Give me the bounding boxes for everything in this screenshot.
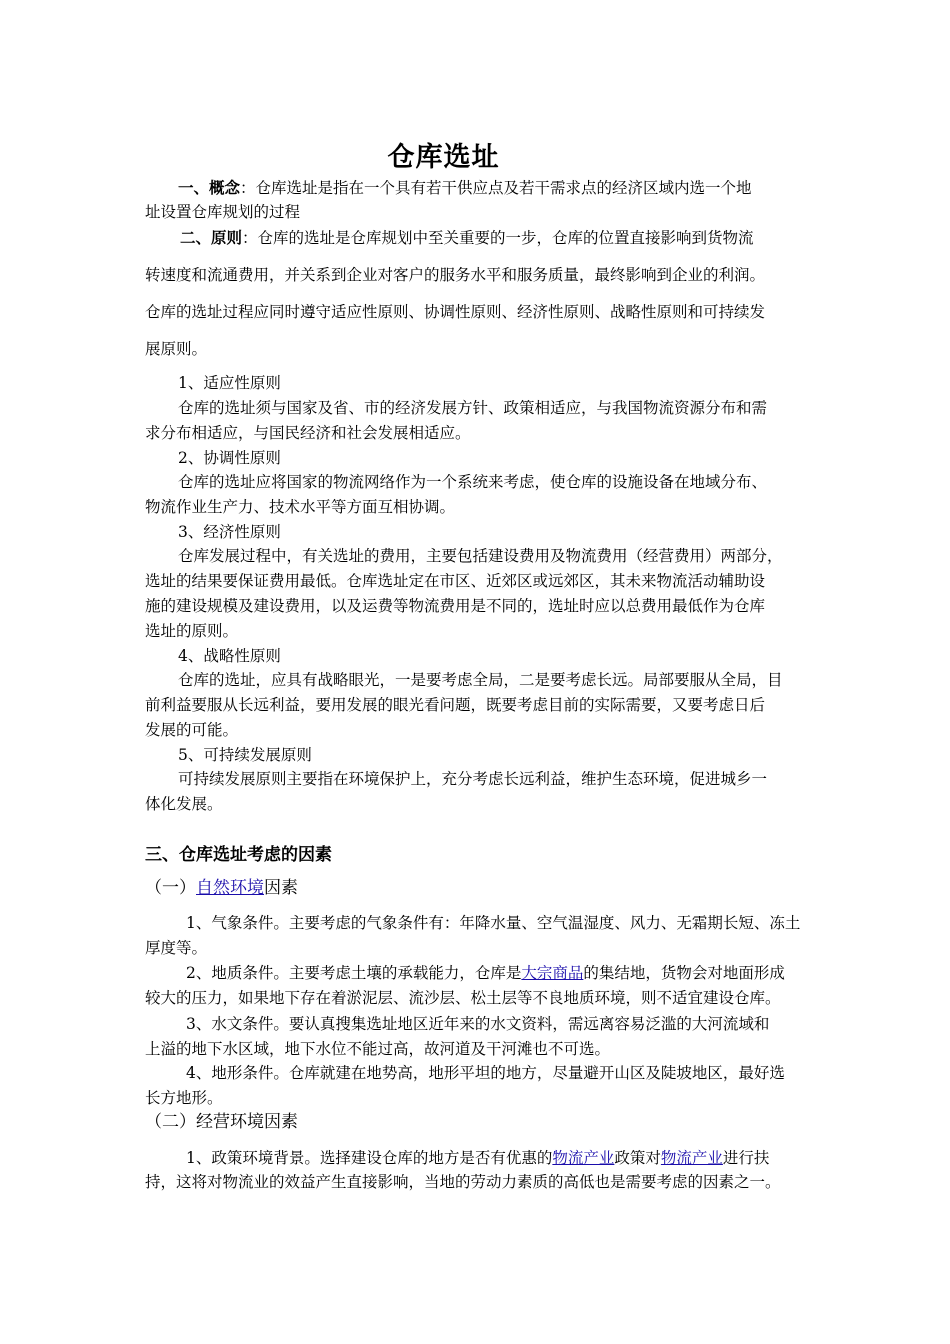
principle-line-1 [180, 228, 754, 248]
strat-line-3: 发展的可能。 [145, 721, 239, 739]
terrain-line-1: 4、地形条件。仓库就建在地势高，地形平坦的地方，尽量避开山区及陡坡地区，最好选 [186, 1064, 785, 1082]
econ-line-2: 选址的结果要保证费用最低。仓库选址定在市区、近郊区或远郊区，其未来物流活动辅助设 [145, 572, 766, 590]
principle-line-3: 仓库的选址过程应同时遵守适应性原则、协调性原则、经济性原则、战略性原则和可持续发 [145, 303, 766, 321]
econ-heading: 3、经济性原则 [178, 523, 281, 541]
document-title: 仓库选址 [387, 142, 500, 173]
principle-text: ：仓库的选址是仓库规划中至关重要的一步，仓库的位置直接影响到货物流 [242, 229, 754, 247]
coord-line-1: 仓库的选址应将国家的物流网络作为一个系统来考虑，使仓库的设施设备在地域分布、 [178, 473, 768, 491]
geology-line-2: 较大的压力，如果地下存在着淤泥层、流沙层、松土层等不良地质环境，则不适宜建设仓库。 [145, 989, 781, 1007]
concept-line-1 [178, 178, 752, 198]
adapt-heading: 1、适应性原则 [178, 374, 281, 392]
adapt-line-2: 求分布相适应，与国民经济和社会发展相适应。 [145, 424, 471, 442]
bulk-commodity-link[interactable]: 大宗商品 [521, 964, 584, 982]
factors-heading: 三、仓库选址考虑的因素 [145, 845, 332, 865]
coord-line-2: 物流作业生产力、技术水平等方面互相协调。 [145, 498, 456, 516]
concept-line-2: 址设置仓库规划的过程 [145, 203, 301, 221]
policy-line-2: 持，这将对物流业的效益产生直接影响，当地的劳动力素质的高低也是需要考虑的因素之一。 [145, 1173, 781, 1191]
weather-line-2: 厚度等。 [145, 939, 208, 957]
principle-label: 二、原则 [180, 229, 243, 247]
concept-label: 一、概念 [178, 179, 241, 197]
natural-env-link[interactable]: 自然环境 [196, 878, 264, 898]
econ-line-4: 选址的原则。 [145, 622, 239, 640]
hydrology-line-1: 3、水文条件。要认真搜集选址地区近年来的水文资料，需远离容易泛滥的大河流域和 [186, 1015, 770, 1033]
weather-line-1: 1、气象条件。主要考虑的气象条件有：年降水量、空气温湿度、风力、无霜期长短、冻土 [186, 914, 801, 932]
strat-heading: 4、战略性原则 [178, 647, 281, 665]
terrain-line-2: 长方地形。 [145, 1089, 223, 1107]
concept-text: ：仓库选址是指在一个具有若干供应点及若干需求点的经济区域内选一个地 [240, 179, 752, 197]
logistics-industry-link-1[interactable]: 物流产业 [552, 1149, 615, 1167]
econ-line-1: 仓库发展过程中，有关选址的费用，主要包括建设费用及物流费用（经营费用）两部分， [178, 547, 783, 565]
business-env-heading: （二）经营环境因素 [145, 1112, 298, 1132]
logistics-industry-link-2[interactable]: 物流产业 [660, 1149, 723, 1167]
coord-heading: 2、协调性原则 [178, 449, 281, 467]
policy-line-1: 1、政策环境背景。选择建设仓库的地方是否有优惠的物流产业政策对物流产业进行扶 [186, 1149, 770, 1167]
hydrology-line-2: 上溢的地下水区域，地下水位不能过高，故河道及干河滩也不可选。 [145, 1040, 611, 1058]
econ-line-3: 施的建设规模及建设费用，以及运费等物流费用是不同的，选址时应以总费用最低作为仓库 [145, 597, 766, 615]
adapt-line-1: 仓库的选址须与国家及省、市的经济发展方针、政策相适应，与我国物流资源分布和需 [178, 399, 768, 417]
sustain-heading: 5、可持续发展原则 [178, 746, 312, 764]
sustain-line-2: 体化发展。 [145, 795, 223, 813]
strat-line-2: 前利益要服从长远利益，要用发展的眼光看问题，既要考虑目前的实际需要，又要考虑日后 [145, 696, 766, 714]
geology-line-1: 2、地质条件。主要考虑土壤的承载能力，仓库是大宗商品的集结地，货物会对地面形成 [186, 964, 785, 982]
sustain-line-1: 可持续发展原则主要指在环境保护上，充分考虑长远利益，维护生态环境，促进城乡一 [178, 770, 768, 788]
natural-env-heading: （一）自然环境因素 [145, 878, 298, 898]
principle-line-4: 展原则。 [145, 340, 208, 358]
strat-line-1: 仓库的选址，应具有战略眼光，一是要考虑全局，二是要考虑长远。局部要服从全局，目 [178, 671, 783, 689]
principle-line-2: 转速度和流通费用，并关系到企业对客户的服务水平和服务质量，最终影响到企业的利润。 [145, 266, 766, 284]
